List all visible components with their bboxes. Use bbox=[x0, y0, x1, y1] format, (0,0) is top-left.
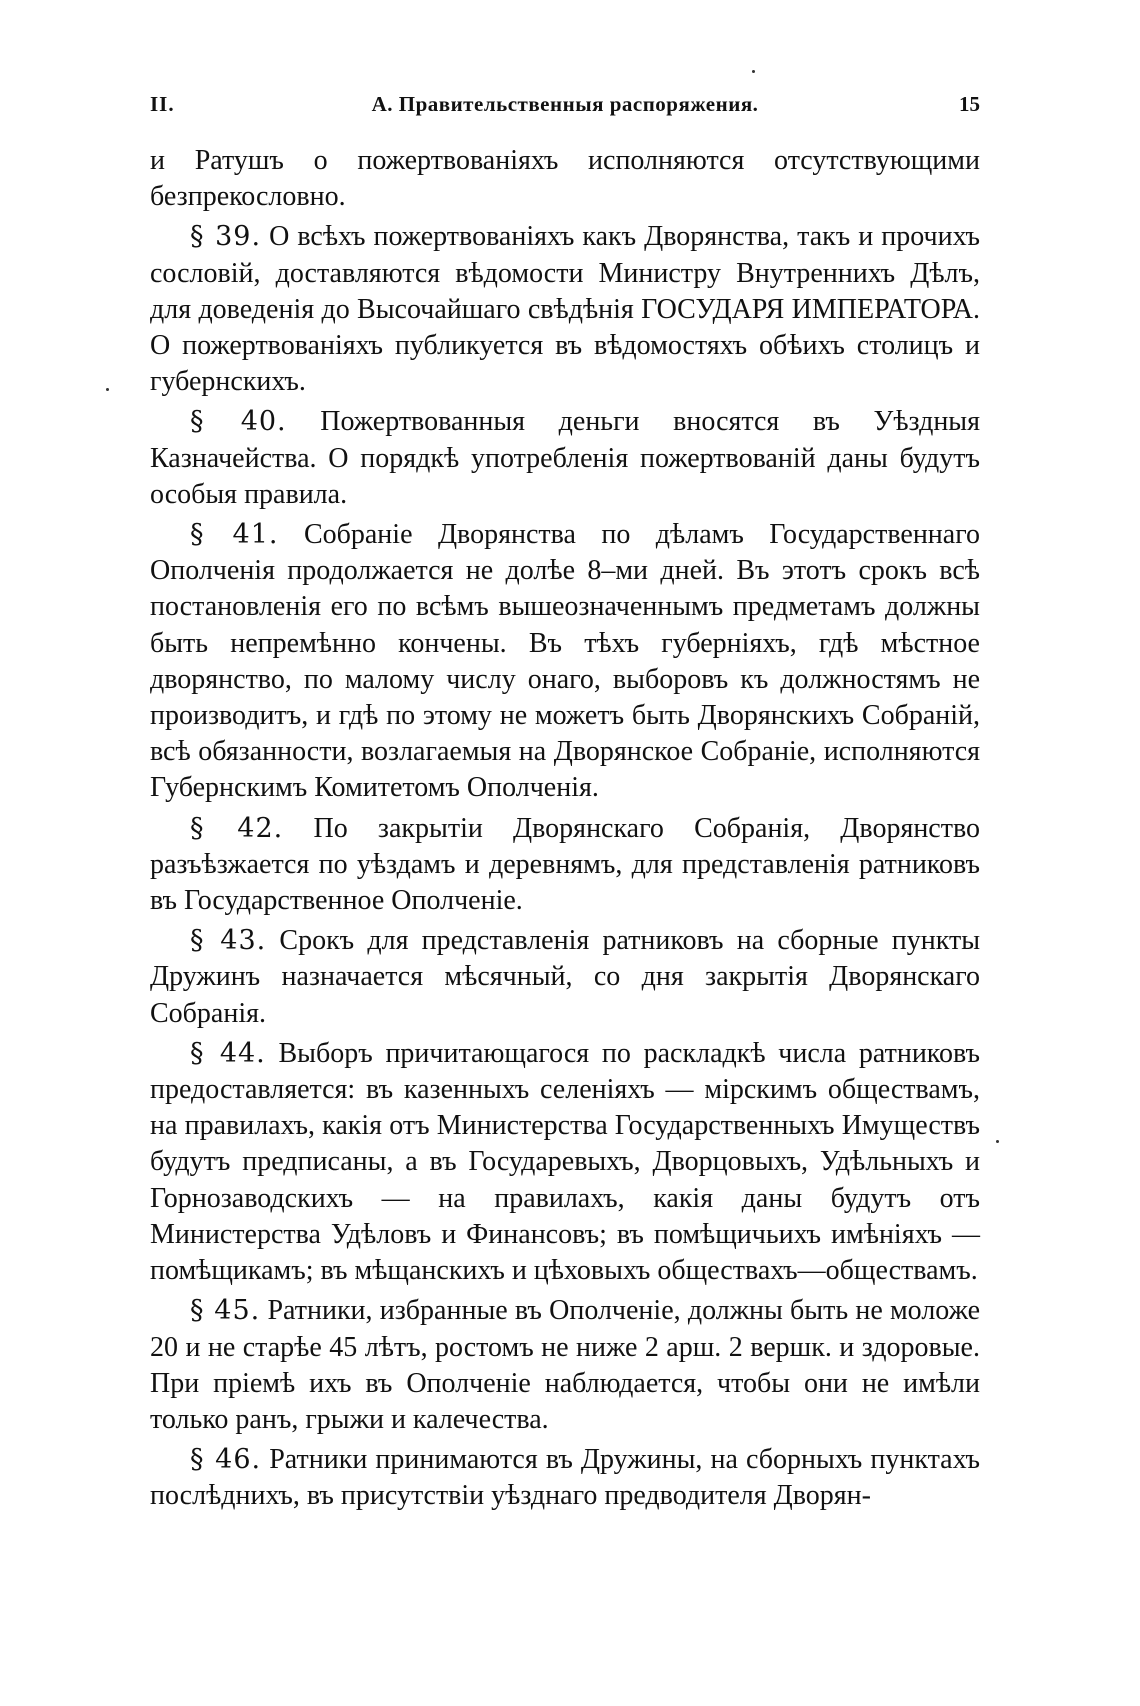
paragraph-number: § 40. bbox=[190, 406, 287, 438]
paragraph-40 bbox=[150, 404, 980, 513]
scan-speck bbox=[752, 70, 755, 73]
paragraph-44 bbox=[150, 1036, 980, 1289]
paragraph-number: § 41. bbox=[190, 519, 279, 551]
running-header bbox=[150, 88, 980, 124]
body-text bbox=[150, 143, 980, 1519]
section-numeral: II. bbox=[150, 92, 175, 116]
paragraph-41 bbox=[150, 517, 980, 807]
paragraph-number: § 43. bbox=[190, 925, 267, 957]
paragraph-text: Срокъ для представленія ратниковъ на сборные пункты Дружинъ назначается мѣсячный, со дня закрытія Дворянскаго Собранія. bbox=[150, 925, 980, 1029]
paragraph-number: § 39. bbox=[190, 221, 262, 253]
paragraph-43 bbox=[150, 923, 980, 1032]
paragraph-45 bbox=[150, 1293, 980, 1438]
paragraph-39 bbox=[150, 219, 980, 400]
running-title: А. Правительственныя распоряжения. bbox=[371, 92, 759, 116]
scan-speck bbox=[106, 388, 109, 391]
paragraph-text: По закрытіи Дворянскаго Собранія, Дворянство разъѣзжается по уѣздамъ и деревнямъ, для представленія ратниковъ въ Государственное Ополченіе. bbox=[150, 812, 980, 917]
paragraph-text: Собраніе Дворянства по дѣламъ Государственнаго Ополченія продолжается не долѣе 8–ми дней. Въ этотъ срокъ всѣ постановленія его по всѣмъ вышеозначеннымъ предметамъ должны быть непремѣнно кончены. Въ тѣхъ губерніяхъ, гдѣ мѣстное дворянство, по малому числу онаго, выборовъ къ должностямъ не производитъ, и гдѣ по этому не можетъ быть Дворянскихъ Собраній, всѣ обязанности, возлагаемыя на Дворянское Собраніе, исполняются Губернскимъ Комитетомъ Ополченія. bbox=[150, 519, 981, 804]
paragraph-text: Выборъ причитающагося по раскладкѣ числа ратниковъ предоставляется: въ казенныхъ селеніяхъ — мірскимъ обществамъ, на правилахъ, какія отъ Министерства Государственныхъ Имуществъ будутъ предписаны, а въ Государевыхъ, Дворцовыхъ, Удѣльныхъ и Горнозаводскихъ — на правилахъ, какія даны будутъ отъ Министерства Удѣловъ и Финансовъ; въ помѣщичьихъ имѣніяхъ — помѣщикамъ; въ мѣщанскихъ и цѣховыхъ обществахъ—обществамъ. bbox=[150, 1037, 980, 1287]
paragraph-46 bbox=[150, 1442, 980, 1514]
paragraph-number: § 44. bbox=[190, 1037, 266, 1069]
paragraph-number: § 45. bbox=[190, 1295, 261, 1327]
paragraph-number: § 46. bbox=[190, 1444, 262, 1476]
scan-speck bbox=[996, 1140, 999, 1143]
paragraph-text: Пожертвованныя деньги вносятся въ Уѣздныя Казначейства. О порядкѣ употребленія пожертвованій даны будутъ особыя правила. bbox=[150, 406, 980, 510]
paragraph-number: § 42. bbox=[190, 812, 284, 844]
paragraph-text: О всѣхъ пожертвованіяхъ какъ Дворянства, такъ и прочихъ сословій, доставляются вѣдомости Министру Внутреннихъ Дѣлъ, для доведенія до Высочайшаго свѣдѣнія ГОСУДАРЯ ИМПЕРАТОРА. О пожертвованіяхъ публикуется въ вѣдомостяхъ обѣихъ столицъ и губернскихъ. bbox=[150, 221, 980, 398]
paragraph-42 bbox=[150, 811, 980, 920]
page-number: 15 bbox=[959, 92, 980, 116]
paragraph-continuation bbox=[150, 143, 980, 215]
paragraph-text: и Ратушъ о пожертвованіяхъ исполняются отсутствующими безпрекословно. bbox=[150, 145, 980, 213]
paragraph-text: Ратники принимаются въ Дружины, на сборныхъ пунктахъ послѣднихъ, въ присутствіи уѣзднаго предводителя Дворян- bbox=[150, 1444, 980, 1512]
paragraph-text: Ратники, избранные въ Ополченіе, должны быть не моложе 20 и не старѣе 45 лѣтъ, ростомъ не ниже 2 арш. 2 вершк. и здоровые. При пріемѣ ихъ въ Ополченіе наблюдается, чтобы они не имѣли только ранъ, грыжи и калечества. bbox=[150, 1295, 980, 1435]
